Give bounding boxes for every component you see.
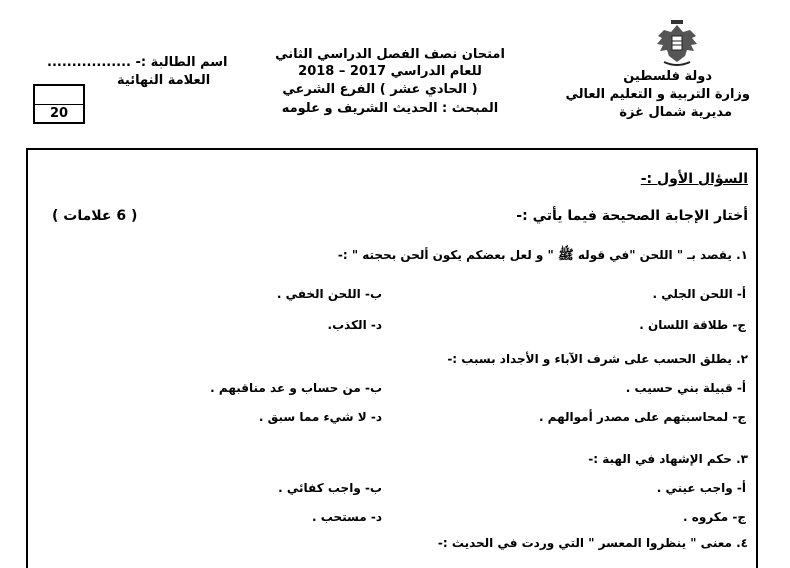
score-box <box>33 84 85 124</box>
student-name-field: اسم الطالبة :- ................. <box>47 55 228 70</box>
q3-option-a[interactable]: أ- واجب عيني . <box>656 481 746 495</box>
subject-line: المبحث : الحديث الشريف و علومه <box>281 101 499 116</box>
question-1-prompt <box>338 247 748 266</box>
section-title: السؤال الأول :- <box>640 171 748 187</box>
academic-year: للعام الدراسي 2017 – 2018 <box>298 64 482 79</box>
q2-option-b[interactable]: ب- من حساب و عد مناقبهم . <box>210 381 382 395</box>
question-2-prompt: ٢. يطلق الحسب على شرف الآباء و الأجداد بسبب :- <box>447 352 748 366</box>
grade-branch: ( الحادي عشر ) الفرع الشرعي <box>282 82 478 97</box>
q2-option-c[interactable]: ج- لمحاسبتهم على مصدر أموالهم . <box>538 410 746 424</box>
q3-option-b[interactable]: ب- واجب كفائي . <box>278 481 382 495</box>
salla-allah-icon: ﷺ <box>558 248 574 263</box>
q3-option-c[interactable]: ج- مكروه . <box>683 510 746 524</box>
score-value: 20 <box>49 106 69 121</box>
q1-option-b[interactable]: ب- اللحن الخفي . <box>276 287 382 301</box>
q2-option-d[interactable]: د- لا شيء مما سبق . <box>258 410 382 424</box>
question-4-prompt: ٤. معنى " ينظروا المعسر " التي وردت في الحديث :- <box>437 536 748 550</box>
question-3-prompt: ٣. حكم الإشهاد في الهبة :- <box>588 452 748 466</box>
q1-option-d[interactable]: د- الكذب. <box>327 318 382 332</box>
question-1-prompt-end: " و لعل بعضكم يكون ألحن بحجته " :- <box>337 248 554 262</box>
state-name: دولة فلسطين <box>623 69 712 84</box>
q1-option-c[interactable]: ج- طلاقة اللسان . <box>639 318 746 332</box>
final-mark-label: العلامة النهائية <box>117 73 211 88</box>
directorate-name: مديرية شمال غزة <box>619 105 732 120</box>
section-marks: ( 6 علامات ) <box>52 208 138 224</box>
q3-option-d[interactable]: د- مستحب . <box>312 510 382 524</box>
palestine-emblem-icon <box>654 18 700 68</box>
section-instruction: أختار الإجابة الصحيحة فيما يأتي :- <box>516 208 748 224</box>
q2-option-a[interactable]: أ- قبيلة بني حسيب . <box>625 381 746 395</box>
question-1-prompt-start: ١. يقصد بـ " اللحن "في قوله <box>577 248 748 262</box>
exam-title: امتحان نصف الفصل الدراسي الثاني <box>275 47 505 62</box>
ministry-name: وزارة التربية و التعليم العالي <box>565 87 750 102</box>
q1-option-a[interactable]: أ- اللحن الجلي . <box>652 287 746 301</box>
